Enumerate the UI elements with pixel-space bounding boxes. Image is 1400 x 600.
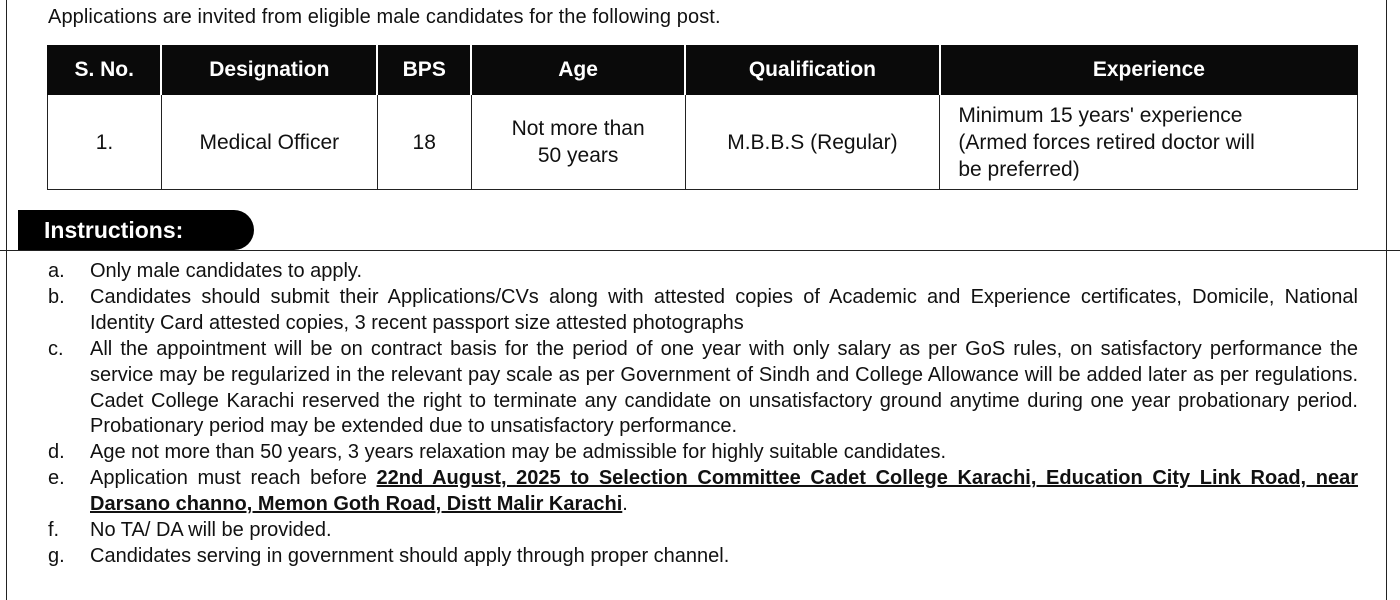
instruction-text: All the appointment will be on contract basis for the period of one year with only salary as per GoS rules, on satisfactory performance the service may be regularized in the relevant pay scale as per Government of Sindh and College Allowance will be added later as per regulations. Cadet College Karachi reserved the right to terminate any candidate on unsatisfactory ground anytime during one year probationary period. Probationary period may be extended due to unsatisfactory performance. — [90, 337, 1358, 438]
instruction-text: Age not more than 50 years, 3 years relaxation may be admissible for highly suitable candidates. — [90, 441, 947, 464]
instruction-letter: e. — [48, 467, 65, 490]
instruction-item-b — [48, 285, 1358, 337]
header-bps: BPS — [377, 46, 471, 95]
instruction-item-d — [48, 440, 1358, 466]
instructions-divider — [0, 250, 1400, 251]
cell-experience: Minimum 15 years' experience (Armed forces retired doctor will be preferred) — [940, 95, 1358, 190]
header-qualification: Qualification — [685, 46, 940, 95]
instruction-item-c — [48, 337, 1358, 441]
cell-designation: Medical Officer — [161, 95, 377, 190]
cell-qualification: M.B.B.S (Regular) — [685, 95, 940, 190]
posts-table — [47, 45, 1358, 190]
header-designation: Designation — [161, 46, 377, 95]
instruction-letter: a. — [48, 260, 65, 282]
instruction-item-g — [48, 544, 1358, 570]
page-border-left — [6, 0, 7, 600]
instruction-text: Application must reach before — [90, 467, 367, 490]
intro-text: Applications are invited from eligible male candidates for the following post. — [48, 6, 721, 28]
cell-bps: 18 — [377, 95, 471, 190]
instruction-text: No TA/ DA will be provided. — [90, 519, 332, 542]
instruction-letter: b. — [48, 285, 65, 308]
instruction-text: Candidates serving in government should apply through proper channel. — [90, 544, 730, 567]
instruction-item-a — [48, 259, 1358, 285]
instructions-list — [48, 259, 1358, 570]
instruction-end-punct: . — [622, 493, 628, 516]
header-age: Age — [471, 46, 685, 95]
application-deadline: 22nd August, 2025 to Selection Committee Cadet College Karachi, Education City Link Road, near Darsano channo, Memon Goth Road, Distt Malir Karachi — [90, 467, 1359, 516]
instruction-letter: c. — [48, 337, 64, 360]
instruction-text: Only male candidates to apply. — [90, 260, 363, 282]
instruction-text: Candidates should submit their Applications/CVs along with attested copies of Academic and Experience certificates, Domicile, National Identity Card attested copies, 3 recent passport size attested photographs — [90, 285, 1358, 334]
instruction-letter: f. — [48, 519, 60, 542]
table-row — [48, 95, 1358, 190]
table-header-row — [48, 46, 1358, 95]
instruction-item-f — [48, 518, 1358, 544]
instruction-letter: g. — [48, 544, 65, 567]
instruction-item-e — [48, 466, 1358, 518]
cell-age: Not more than 50 years — [471, 95, 685, 190]
instructions-heading: Instructions: — [18, 210, 254, 250]
instruction-letter: d. — [48, 441, 65, 464]
cell-sno: 1. — [48, 95, 162, 190]
header-sno: S. No. — [48, 46, 162, 95]
header-experience: Experience — [940, 46, 1358, 95]
page-border-right — [1386, 0, 1387, 600]
